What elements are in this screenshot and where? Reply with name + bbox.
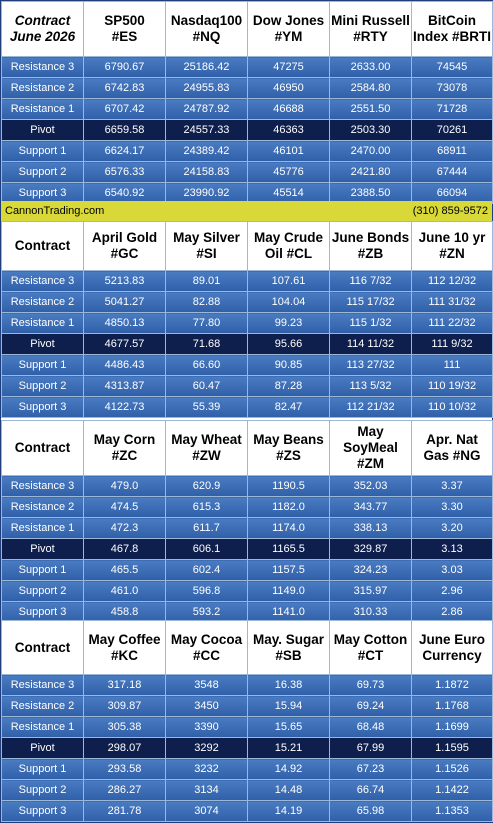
level-row: [2, 801, 493, 822]
level-label: Resistance 3: [2, 675, 84, 696]
level-value: 6790.67: [84, 57, 166, 78]
level-row: [2, 717, 493, 738]
level-value: 14.19: [248, 801, 330, 822]
level-value: 111 31/32: [412, 292, 493, 313]
level-value: 3134: [166, 780, 248, 801]
level-value: 281.78: [84, 801, 166, 822]
level-value: 82.88: [166, 292, 248, 313]
level-value: 3.03: [412, 560, 493, 581]
level-value: 6742.83: [84, 78, 166, 99]
level-value: 6707.42: [84, 99, 166, 120]
level-value: 24955.83: [166, 78, 248, 99]
header-line: #SB: [275, 647, 302, 663]
level-value: 46688: [248, 99, 330, 120]
header-line: June 2026: [9, 29, 76, 44]
level-value: 479.0: [84, 476, 166, 497]
level-value: 74545: [412, 57, 493, 78]
level-value: 4850.13: [84, 313, 166, 334]
header-line: SoyMeal: [343, 440, 398, 455]
pivot-table: [1, 620, 493, 822]
header-line: #ZW: [192, 448, 221, 463]
level-label: Support 2: [2, 780, 84, 801]
level-value: 1157.5: [248, 560, 330, 581]
level-value: 3292: [166, 738, 248, 759]
contract-column-header: [330, 421, 412, 476]
pivot-row: [2, 738, 493, 759]
header-line: May Corn: [93, 432, 156, 447]
level-label: Resistance 1: [2, 518, 84, 539]
header-line: Apr. Nat: [426, 432, 478, 447]
contract-column-header: [330, 222, 412, 271]
level-value: 46363: [248, 120, 330, 141]
level-label: Support 2: [2, 581, 84, 602]
level-value: 15.21: [248, 738, 330, 759]
level-value: 3232: [166, 759, 248, 780]
header-line: #RTY: [353, 29, 388, 44]
level-value: 113 27/32: [330, 355, 412, 376]
level-row: [2, 476, 493, 497]
level-value: 69.73: [330, 675, 412, 696]
level-value: 45776: [248, 162, 330, 183]
level-value: 4486.43: [84, 355, 166, 376]
contract-column-header: [166, 222, 248, 271]
level-label: Resistance 1: [2, 717, 84, 738]
level-value: 2551.50: [330, 99, 412, 120]
level-value: 46101: [248, 141, 330, 162]
header-line: Contract: [14, 440, 71, 455]
header-row: [2, 621, 493, 675]
level-row: [2, 518, 493, 539]
contract-column-header: [248, 421, 330, 476]
level-value: 15.65: [248, 717, 330, 738]
level-value: 298.07: [84, 738, 166, 759]
level-value: 3.20: [412, 518, 493, 539]
level-value: 343.77: [330, 497, 412, 518]
level-value: 2633.00: [330, 57, 412, 78]
header-line: May Beans: [253, 432, 324, 447]
level-value: 611.7: [166, 518, 248, 539]
header-line: June 10 yr: [418, 230, 486, 245]
level-label: Pivot: [2, 539, 84, 560]
level-row: [2, 162, 493, 183]
pivot-row: [2, 539, 493, 560]
level-value: 329.87: [330, 539, 412, 560]
level-value: 99.23: [248, 313, 330, 334]
level-value: 6576.33: [84, 162, 166, 183]
header-line: #CC: [192, 647, 220, 663]
header-line: #YM: [274, 29, 303, 44]
level-value: 1174.0: [248, 518, 330, 539]
level-value: 310.33: [330, 602, 412, 623]
header-line: #ZM: [357, 456, 384, 471]
level-value: 1.1768: [412, 696, 493, 717]
level-value: 4313.87: [84, 376, 166, 397]
level-value: 111 22/32: [412, 313, 493, 334]
level-value: 47275: [248, 57, 330, 78]
contract-column-header: [412, 621, 493, 675]
contract-column-header: [412, 2, 493, 57]
header-line: #ZC: [111, 448, 138, 463]
level-value: 309.87: [84, 696, 166, 717]
level-row: [2, 99, 493, 120]
level-value: 113 5/32: [330, 376, 412, 397]
level-label: Support 1: [2, 355, 84, 376]
level-value: 71728: [412, 99, 493, 120]
level-value: 472.3: [84, 518, 166, 539]
level-value: 14.92: [248, 759, 330, 780]
level-value: 6659.58: [84, 120, 166, 141]
pivot-row: [2, 120, 493, 141]
level-value: 606.1: [166, 539, 248, 560]
level-label: Resistance 3: [2, 57, 84, 78]
level-value: 90.85: [248, 355, 330, 376]
level-value: 112 12/32: [412, 271, 493, 292]
level-row: [2, 313, 493, 334]
level-label: Support 1: [2, 560, 84, 581]
header-line: Contract: [14, 13, 71, 28]
header-line: #GC: [110, 246, 139, 261]
level-row: [2, 759, 493, 780]
level-value: 305.38: [84, 717, 166, 738]
section-grains-gas: [1, 420, 492, 623]
contract-column-header: [166, 2, 248, 57]
level-value: 352.03: [330, 476, 412, 497]
header-line: #CT: [357, 647, 384, 663]
header-line: Contract: [14, 238, 71, 253]
header-line: May Cocoa: [170, 631, 243, 647]
level-value: 2388.50: [330, 183, 412, 204]
level-label: Support 2: [2, 376, 84, 397]
level-row: [2, 78, 493, 99]
level-label: Support 3: [2, 397, 84, 418]
level-value: 1.1353: [412, 801, 493, 822]
level-value: 67444: [412, 162, 493, 183]
header-line: #ZB: [357, 246, 384, 261]
header-line: #ES: [111, 29, 138, 44]
level-row: [2, 57, 493, 78]
header-line: May Silver: [173, 230, 240, 245]
level-value: 112 21/32: [330, 397, 412, 418]
level-value: 115 17/32: [330, 292, 412, 313]
level-value: 67.23: [330, 759, 412, 780]
header-line: June Euro: [418, 631, 485, 647]
section-metals-energy-rates: [1, 221, 492, 418]
level-value: 89.01: [166, 271, 248, 292]
level-value: 5213.83: [84, 271, 166, 292]
level-label: Pivot: [2, 120, 84, 141]
header-line: #KC: [110, 647, 138, 663]
level-value: 2.86: [412, 602, 493, 623]
level-value: 16.38: [248, 675, 330, 696]
section-equity-index: [1, 1, 492, 204]
pivot-table: [1, 221, 493, 418]
level-value: 620.9: [166, 476, 248, 497]
level-value: 25186.42: [166, 57, 248, 78]
level-value: 3.37: [412, 476, 493, 497]
level-value: 66.74: [330, 780, 412, 801]
level-value: 116 7/32: [330, 271, 412, 292]
level-label: Support 3: [2, 183, 84, 204]
level-value: 3.30: [412, 497, 493, 518]
level-row: [2, 675, 493, 696]
level-row: [2, 780, 493, 801]
contract-column-header: [330, 621, 412, 675]
level-value: 474.5: [84, 497, 166, 518]
pivot-table: [1, 1, 493, 204]
header-line: Dow Jones: [252, 13, 325, 28]
contract-header: [2, 2, 84, 57]
level-value: 73078: [412, 78, 493, 99]
level-value: 95.66: [248, 334, 330, 355]
level-label: Resistance 3: [2, 271, 84, 292]
level-value: 1190.5: [248, 476, 330, 497]
level-value: 111: [412, 355, 493, 376]
level-value: 1165.5: [248, 539, 330, 560]
level-value: 293.58: [84, 759, 166, 780]
header-line: May. Sugar: [252, 631, 325, 647]
level-value: 15.94: [248, 696, 330, 717]
level-label: Resistance 2: [2, 497, 84, 518]
level-value: 5041.27: [84, 292, 166, 313]
level-value: 23990.92: [166, 183, 248, 204]
level-value: 46950: [248, 78, 330, 99]
level-row: [2, 292, 493, 313]
header-line: Mini Russell: [331, 13, 410, 28]
level-row: [2, 696, 493, 717]
header-line: #ZN: [439, 246, 465, 261]
level-value: 3390: [166, 717, 248, 738]
level-value: 68911: [412, 141, 493, 162]
contract-column-header: [412, 421, 493, 476]
level-value: 14.48: [248, 780, 330, 801]
level-value: 70261: [412, 120, 493, 141]
level-value: 77.80: [166, 313, 248, 334]
level-value: 286.27: [84, 780, 166, 801]
level-value: 107.61: [248, 271, 330, 292]
level-label: Resistance 2: [2, 78, 84, 99]
header-line: May Wheat: [171, 432, 242, 447]
header-line: May Crude: [253, 230, 324, 245]
header-line: May Coffee: [88, 631, 161, 647]
contract-column-header: [330, 2, 412, 57]
level-row: [2, 141, 493, 162]
contract-column-header: [166, 621, 248, 675]
level-value: 60.47: [166, 376, 248, 397]
contract-header: [2, 621, 84, 675]
contract-header: [2, 222, 84, 271]
header-line: June Bonds: [331, 230, 410, 245]
level-value: 110 10/32: [412, 397, 493, 418]
level-label: Support 3: [2, 602, 84, 623]
level-label: Resistance 2: [2, 696, 84, 717]
level-value: 324.23: [330, 560, 412, 581]
level-value: 2421.80: [330, 162, 412, 183]
level-value: 461.0: [84, 581, 166, 602]
level-row: [2, 397, 493, 418]
level-label: Resistance 1: [2, 313, 84, 334]
level-value: 68.48: [330, 717, 412, 738]
header-row: [2, 421, 493, 476]
header-line: Currency: [422, 647, 482, 663]
header-line: #ZS: [276, 448, 301, 463]
level-value: 465.5: [84, 560, 166, 581]
header-line: #SI: [196, 246, 217, 261]
level-value: 24158.83: [166, 162, 248, 183]
header-line: April Gold: [91, 230, 158, 245]
level-value: 24557.33: [166, 120, 248, 141]
section-softs-currency: [1, 620, 492, 822]
level-value: 1.1872: [412, 675, 493, 696]
level-value: 2470.00: [330, 141, 412, 162]
level-value: 1.1526: [412, 759, 493, 780]
level-value: 467.8: [84, 539, 166, 560]
level-value: 104.04: [248, 292, 330, 313]
header-line: Oil #CL: [264, 246, 313, 261]
contract-column-header: [84, 421, 166, 476]
level-value: 3074: [166, 801, 248, 822]
level-value: 1182.0: [248, 497, 330, 518]
contract-column-header: [84, 2, 166, 57]
contract-column-header: [84, 222, 166, 271]
level-value: 24389.42: [166, 141, 248, 162]
contract-column-header: [412, 222, 493, 271]
level-value: 4122.73: [84, 397, 166, 418]
level-value: 110 19/32: [412, 376, 493, 397]
level-value: 115 1/32: [330, 313, 412, 334]
level-row: [2, 581, 493, 602]
level-value: 1149.0: [248, 581, 330, 602]
level-value: 615.3: [166, 497, 248, 518]
header-line: Contract: [14, 639, 71, 655]
level-value: 45514: [248, 183, 330, 204]
level-value: 315.97: [330, 581, 412, 602]
level-row: [2, 271, 493, 292]
level-value: 71.68: [166, 334, 248, 355]
level-value: 66.60: [166, 355, 248, 376]
level-value: 2503.30: [330, 120, 412, 141]
header-line: May: [357, 424, 384, 439]
pivot-row: [2, 334, 493, 355]
level-value: 1.1699: [412, 717, 493, 738]
level-label: Support 2: [2, 162, 84, 183]
level-value: 87.28: [248, 376, 330, 397]
level-value: 458.8: [84, 602, 166, 623]
contract-header: [2, 421, 84, 476]
level-row: [2, 560, 493, 581]
level-value: 24787.92: [166, 99, 248, 120]
header-line: Gas #NG: [423, 448, 481, 463]
level-value: 4677.57: [84, 334, 166, 355]
header-row: [2, 2, 493, 57]
level-row: [2, 355, 493, 376]
pivot-table: [1, 420, 493, 623]
level-label: Support 1: [2, 141, 84, 162]
contract-column-header: [248, 621, 330, 675]
contract-column-header: [248, 222, 330, 271]
header-line: Index #BRTI: [412, 29, 491, 44]
level-value: 2584.80: [330, 78, 412, 99]
level-value: 6540.92: [84, 183, 166, 204]
level-value: 69.24: [330, 696, 412, 717]
level-label: Pivot: [2, 334, 84, 355]
level-value: 82.47: [248, 397, 330, 418]
level-value: 3.13: [412, 539, 493, 560]
header-line: May Cotton: [333, 631, 408, 647]
banner-site[interactable]: CannonTrading.com: [5, 205, 105, 217]
contract-column-header: [166, 421, 248, 476]
level-label: Support 1: [2, 759, 84, 780]
level-value: 55.39: [166, 397, 248, 418]
level-label: Support 3: [2, 801, 84, 822]
level-value: 338.13: [330, 518, 412, 539]
header-line: BitCoin: [428, 13, 476, 28]
header-line: SP500: [104, 13, 145, 28]
level-label: Pivot: [2, 738, 84, 759]
level-value: 317.18: [84, 675, 166, 696]
level-value: 65.98: [330, 801, 412, 822]
level-value: 67.99: [330, 738, 412, 759]
level-value: 3548: [166, 675, 248, 696]
cannon-trading-banner: [1, 201, 492, 221]
level-row: [2, 376, 493, 397]
level-label: Resistance 3: [2, 476, 84, 497]
level-label: Resistance 2: [2, 292, 84, 313]
level-value: 1.1595: [412, 738, 493, 759]
header-line: Nasdaq100: [170, 13, 243, 28]
contract-column-header: [248, 2, 330, 57]
level-value: 602.4: [166, 560, 248, 581]
level-value: 593.2: [166, 602, 248, 623]
level-value: 114 11/32: [330, 334, 412, 355]
level-value: 1.1422: [412, 780, 493, 801]
level-row: [2, 497, 493, 518]
level-value: 66094: [412, 183, 493, 204]
level-label: Resistance 1: [2, 99, 84, 120]
banner-phone[interactable]: (310) 859-9572: [412, 205, 488, 217]
contract-column-header: [84, 621, 166, 675]
level-value: 3450: [166, 696, 248, 717]
level-value: 596.8: [166, 581, 248, 602]
level-value: 6624.17: [84, 141, 166, 162]
header-row: [2, 222, 493, 271]
header-line: #NQ: [192, 29, 221, 44]
level-value: 111 9/32: [412, 334, 493, 355]
level-value: 2.96: [412, 581, 493, 602]
level-value: 1141.0: [248, 602, 330, 623]
